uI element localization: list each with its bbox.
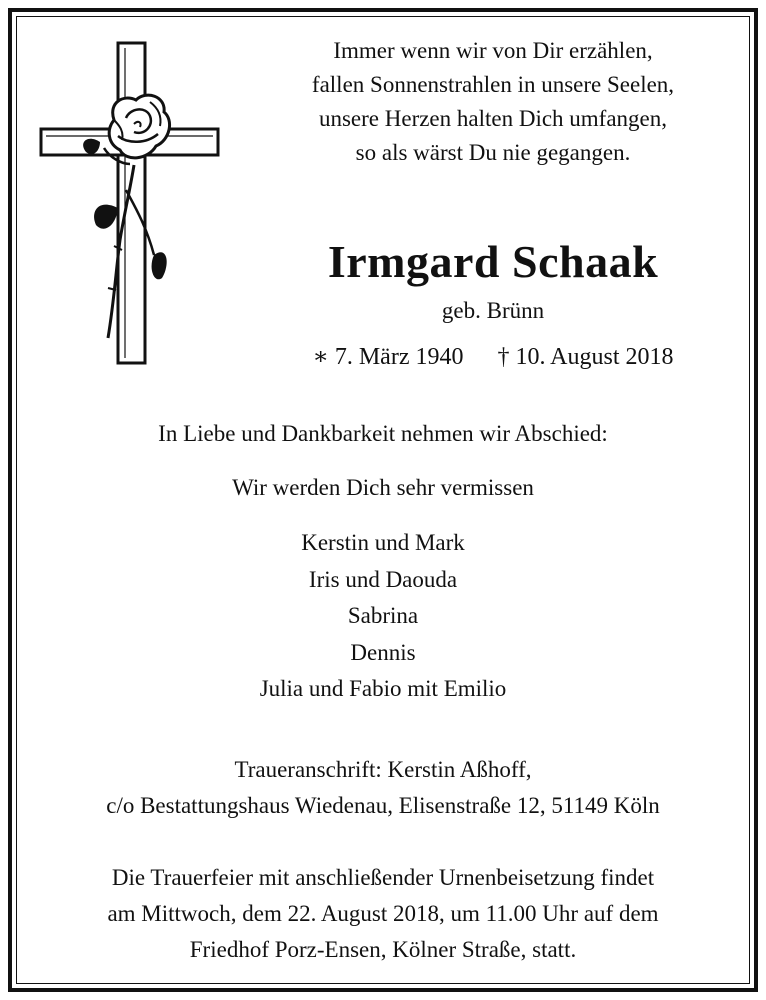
birth-date: 7. März 1940 bbox=[334, 344, 464, 370]
ceremony-info bbox=[20, 860, 746, 968]
birth-symbol: ∗ bbox=[312, 344, 329, 370]
address-line: Traueranschrift: Kerstin Aßhoff, bbox=[234, 757, 532, 782]
address-line: c/o Bestattungshaus Wiedenau, Elisenstraße 12, 51149 Köln bbox=[106, 793, 660, 818]
poem bbox=[258, 34, 728, 170]
ceremony-line: Die Trauerfeier mit anschließender Urnenbeisetzung findet bbox=[111, 865, 655, 890]
ceremony-line: Friedhof Porz-Ensen, Kölner Straße, statt. bbox=[189, 937, 577, 962]
poem-line: Immer wenn wir von Dir erzählen, bbox=[333, 38, 653, 63]
family-member: Iris und Daouda bbox=[308, 566, 458, 592]
poem-line: fallen Sonnenstrahlen in unsere Seelen, bbox=[311, 72, 675, 97]
cross-with-rose-icon bbox=[38, 40, 222, 370]
miss-line: Wir werden Dich sehr vermissen bbox=[232, 475, 534, 500]
ceremony-line: am Mittwoch, dem 22. August 2018, um 11.00 Uhr auf dem bbox=[107, 901, 659, 926]
poem-line: so als wärst Du nie gegangen. bbox=[355, 140, 631, 165]
maiden-name: geb. Brünn bbox=[441, 298, 545, 323]
mourning-address bbox=[20, 752, 746, 824]
family-member: Dennis bbox=[350, 639, 416, 665]
family-member: Sabrina bbox=[347, 603, 419, 628]
farewell-line: In Liebe und Dankbarkeit nehmen wir Abschied: bbox=[158, 421, 608, 446]
life-dates bbox=[258, 340, 728, 374]
death-symbol: † bbox=[497, 344, 510, 370]
death-date: 10. August 2018 bbox=[515, 344, 674, 370]
poem-line: unsere Herzen halten Dich umfangen, bbox=[318, 106, 668, 131]
family-list bbox=[20, 525, 746, 708]
family-member: Kerstin und Mark bbox=[301, 530, 465, 555]
family-member: Julia und Fabio mit Emilio bbox=[259, 676, 507, 701]
deceased-name: Irmgard Schaak bbox=[327, 236, 659, 287]
